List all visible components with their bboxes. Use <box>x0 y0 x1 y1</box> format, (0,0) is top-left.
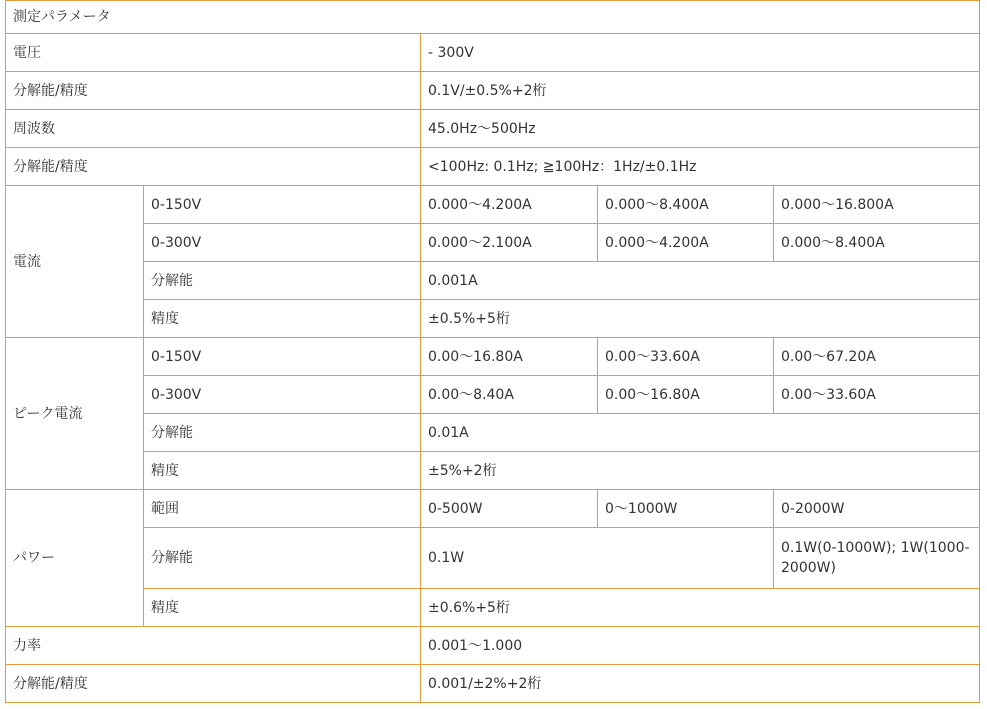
table-row <box>6 589 980 627</box>
table-row <box>6 110 980 148</box>
power-range-label: 範囲 <box>144 490 421 528</box>
table-row <box>6 300 980 338</box>
table-row <box>6 490 980 528</box>
power-accuracy-label: 精度 <box>144 589 421 627</box>
voltage-resolution-value: 0.1V/±0.5%+2桁 <box>421 72 980 110</box>
table-row <box>6 72 980 110</box>
peak-current-resolution-value: 0.01A <box>421 414 980 452</box>
voltage-resolution-label: 分解能/精度 <box>6 72 421 110</box>
voltage-label: 電圧 <box>6 34 421 72</box>
peak-current-range-300-value-3: 0.00～33.60A <box>774 376 980 414</box>
power-accuracy-value: ±0.6%+5桁 <box>421 589 980 627</box>
table-row <box>6 376 980 414</box>
table-row <box>6 34 980 72</box>
table-row <box>6 665 980 703</box>
table-row <box>6 148 980 186</box>
current-accuracy-value: ±0.5%+5桁 <box>421 300 980 338</box>
voltage-range: - 300V <box>421 34 980 72</box>
table-row <box>6 262 980 300</box>
peak-current-range-300-value-1: 0.00～8.40A <box>421 376 598 414</box>
peak-current-accuracy-value: ±5%+2桁 <box>421 452 980 490</box>
power-label: パワー <box>6 490 144 627</box>
current-range-300-label: 0-300V <box>144 224 421 262</box>
current-range-150-value-2: 0.000～8.400A <box>598 186 774 224</box>
table-row <box>6 414 980 452</box>
table-row <box>6 1 980 34</box>
power-factor-label: 力率 <box>6 627 421 665</box>
table-row <box>6 338 980 376</box>
peak-current-resolution-label: 分解能 <box>144 414 421 452</box>
power-range-value-1: 0-500W <box>421 490 598 528</box>
current-range-300-value-3: 0.000～8.400A <box>774 224 980 262</box>
frequency-resolution-value: <100Hz: 0.1Hz; ≧100Hz：1Hz/±0.1Hz <box>421 148 980 186</box>
table-row <box>6 528 980 589</box>
table-row <box>6 186 980 224</box>
current-range-150-label: 0-150V <box>144 186 421 224</box>
peak-current-range-150-value-1: 0.00～16.80A <box>421 338 598 376</box>
current-range-300-value-2: 0.000～4.200A <box>598 224 774 262</box>
current-range-150-value-1: 0.000～4.200A <box>421 186 598 224</box>
peak-current-label: ピーク電流 <box>6 338 144 490</box>
current-resolution-label: 分解能 <box>144 262 421 300</box>
power-factor-resolution-label: 分解能/精度 <box>6 665 421 703</box>
current-range-300-value-1: 0.000～2.100A <box>421 224 598 262</box>
frequency-resolution-label: 分解能/精度 <box>6 148 421 186</box>
current-resolution-value: 0.001A <box>421 262 980 300</box>
power-range-value-3: 0-2000W <box>774 490 980 528</box>
power-factor-range: 0.001～1.000 <box>421 627 980 665</box>
power-resolution-label: 分解能 <box>144 528 421 589</box>
table-row <box>6 627 980 665</box>
table-header-cell: 測定パラメータ <box>6 1 980 34</box>
frequency-range: 45.0Hz～500Hz <box>421 110 980 148</box>
peak-current-range-150-value-2: 0.00～33.60A <box>598 338 774 376</box>
table-row <box>6 452 980 490</box>
power-resolution-value: 0.1W <box>421 528 774 589</box>
peak-current-range-150-label: 0-150V <box>144 338 421 376</box>
spec-table <box>5 0 980 703</box>
current-label: 電流 <box>6 186 144 338</box>
frequency-label: 周波数 <box>6 110 421 148</box>
current-accuracy-label: 精度 <box>144 300 421 338</box>
power-factor-resolution-value: 0.001/±2%+2桁 <box>421 665 980 703</box>
peak-current-accuracy-label: 精度 <box>144 452 421 490</box>
peak-current-range-300-value-2: 0.00～16.80A <box>598 376 774 414</box>
current-range-150-value-3: 0.000～16.800A <box>774 186 980 224</box>
peak-current-range-300-label: 0-300V <box>144 376 421 414</box>
power-resolution-value-detail: 0.1W(0-1000W); 1W(1000-2000W) <box>774 528 980 589</box>
peak-current-range-150-value-3: 0.00～67.20A <box>774 338 980 376</box>
table-row <box>6 224 980 262</box>
power-range-value-2: 0～1000W <box>598 490 774 528</box>
